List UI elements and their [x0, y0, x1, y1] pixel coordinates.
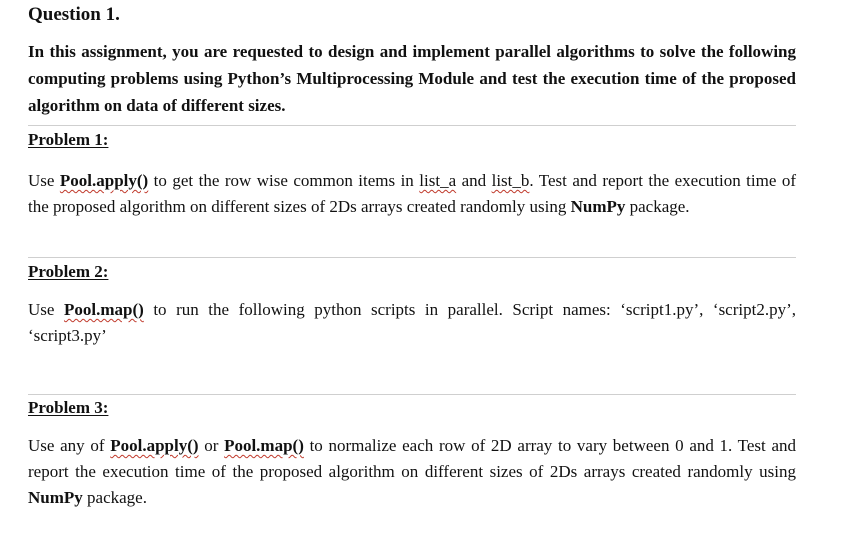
problem-2-heading: Problem 2:	[28, 262, 109, 281]
text-run: package.	[625, 197, 690, 216]
problem-2-text	[28, 297, 796, 349]
code-pool-apply: Pool.apply()	[110, 436, 199, 455]
numpy-bold: NumPy	[570, 197, 626, 216]
identifier-list-b: list_b	[491, 171, 530, 190]
identifier-list-a: list_a	[419, 171, 457, 190]
assignment-intro: In this assignment, you are requested to design and implement parallel algorithms to solve the following computing problems using Python’s Multiprocessing Module and test the execution time of the proposed algorithm on data of different sizes.	[28, 42, 796, 115]
text-run: to run the following python scripts in parallel. Script names: ‘script1.py’, ‘script2.py’, ‘script3.py’	[28, 300, 796, 345]
divider	[28, 394, 796, 395]
problem-1-heading: Problem 1:	[28, 130, 109, 149]
text-run: to normalize each row of 2D array to vary between 0 and 1. Test and report the execution time of the proposed algorithm on different sizes of 2Ds arrays created randomly using	[28, 436, 796, 481]
text-run: Use	[28, 300, 64, 319]
problem-1-text	[28, 168, 796, 220]
text-run: and	[456, 171, 492, 190]
problem-3-heading: Problem 3:	[28, 398, 109, 417]
text-run: Use any of	[28, 436, 111, 455]
divider	[28, 125, 796, 126]
problem-3-text	[28, 433, 796, 511]
text-run: to get the row wise common items in	[148, 171, 420, 190]
text-run: Use	[28, 171, 60, 190]
divider	[28, 257, 796, 258]
code-pool-map: Pool.map()	[224, 436, 304, 455]
text-run: package.	[82, 488, 147, 507]
question-title: Question 1.	[28, 4, 120, 25]
numpy-bold: NumPy	[28, 488, 83, 507]
code-pool-map: Pool.map()	[63, 300, 144, 319]
code-pool-apply: Pool.apply()	[59, 171, 149, 190]
text-run: . Test and report the execution time of the proposed algorithm on different sizes of 2Ds arrays created randomly using	[28, 171, 797, 216]
text-run: or	[198, 436, 225, 455]
